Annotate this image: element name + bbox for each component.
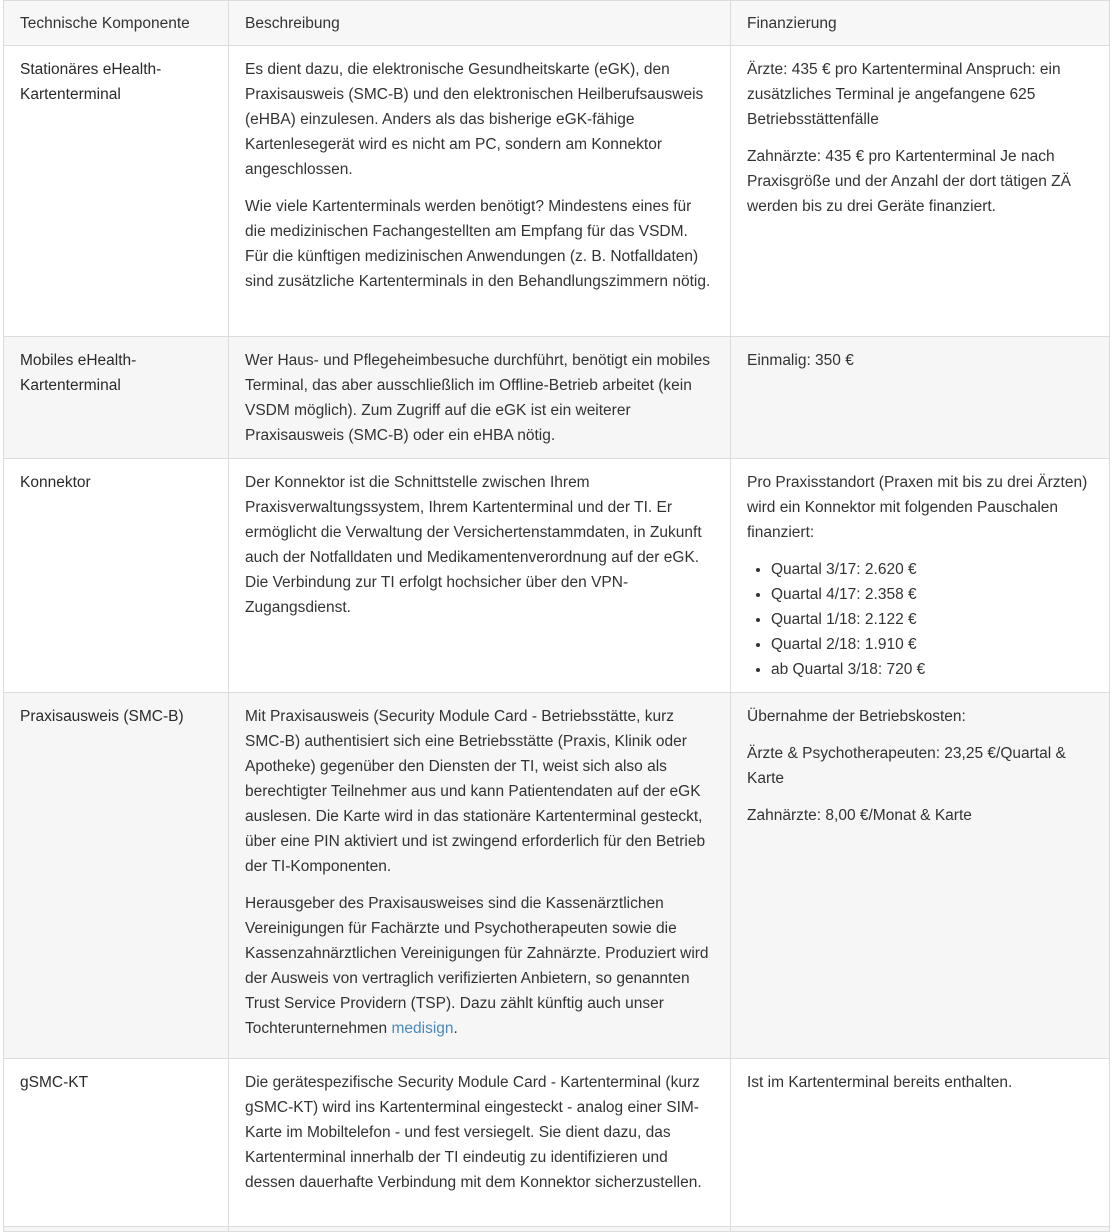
financing-paragraph: Ärzte & Psychotherapeuten: 23,25 €/Quartal & Karte — [747, 745, 1066, 787]
header-description: Beschreibung — [229, 1, 731, 46]
table-header — [4, 1, 1110, 46]
header-financing: Finanzierung — [731, 1, 1110, 46]
component-financing — [731, 459, 1110, 693]
component-description — [229, 337, 731, 459]
table-row — [4, 693, 1110, 1059]
table-row — [4, 46, 1110, 337]
description-paragraph: Es dient dazu, die elektronische Gesundheitskarte (eGK), den Praxisausweis (SMC-B) und den elektronischen Heilberufsausweis (eHBA) einzulesen. Anders als das bisherige eGK-fähige Kartenlesegerät wird es nicht am PC, sondern am Konnektor angeschlossen. — [245, 61, 704, 178]
description-text: Herausgeber des Praxisausweises sind die Kassenärztlichen Vereinigungen für Fachärzte und Psychotherapeuten sowie die Kassenzahnärztlichen Vereinigungen für Zahnärzte. Produziert wird der Ausweis von vertraglich verifizierten Anbietern, so genannten Trust Service Providern (TSP). Dazu zählt künftig auch unser Tochterunternehmen — [245, 895, 709, 1037]
component-name — [4, 46, 229, 337]
component-name-text: gSMC-KT — [20, 1074, 89, 1091]
financing-paragraph: Zahnärzte: 8,00 €/Monat & Karte — [747, 807, 972, 824]
components-table — [3, 0, 1110, 1232]
financing-paragraph: Einmalig: 350 € — [747, 352, 854, 369]
list-item: • Quartal 4/17: 2.358 € — [771, 582, 1093, 607]
partial-cell — [229, 1227, 731, 1232]
table-body — [4, 46, 1110, 1232]
header-row — [4, 1, 1110, 46]
component-name — [4, 1059, 229, 1227]
component-name-text: Mobiles eHealth-Kartenterminal — [20, 352, 137, 394]
financing-paragraph: Pro Praxisstandort (Praxen mit bis zu drei Ärzten) wird ein Konnektor mit folgenden Pauschalen finanziert: — [747, 474, 1088, 541]
component-name-text: Praxisausweis (SMC-B) — [20, 708, 184, 725]
list-item: • Quartal 3/17: 2.620 € — [771, 557, 1093, 582]
table-row — [4, 459, 1110, 693]
components-table-wrapper — [3, 0, 1109, 1232]
component-description — [229, 693, 731, 1059]
description-paragraph: Der Konnektor ist die Schnittstelle zwischen Ihrem Praxisverwaltungssystem, Ihrem Kartenterminal und der TI. Er ermöglicht die Verwaltung der Versichertenstammdaten, in Zukunft auch der Notfalldaten und Medikamentenverordnung auf der eGK. Die Verbindung zur TI erfolgt hochsicher über den VPN-Zugangsdienst. — [245, 474, 702, 616]
list-item: • ab Quartal 3/18: 720 € — [771, 657, 1093, 682]
partial-cell — [4, 1227, 229, 1232]
component-name-text: Konnektor — [20, 474, 91, 491]
component-financing — [731, 1059, 1110, 1227]
component-name-text: Stationäres eHealth-Kartenterminal — [20, 61, 162, 103]
component-name — [4, 459, 229, 693]
component-description — [229, 1059, 731, 1227]
description-paragraph: Mit Praxisausweis (Security Module Card - Betriebsstätte, kurz SMC-B) authentisiert sich eine Betriebsstätte (Praxis, Klinik oder Apotheke) gegenüber den Diensten der TI, weist sich also als berechtigter Teilnehmer aus und kann Patientendaten auf der eGK auslesen. Die Karte wird in das stationäre Kartenterminal gesteckt, über eine PIN aktiviert und ist zwingend erforderlich für den Betrieb der TI-Komponenten. — [245, 708, 706, 875]
description-paragraph: Wie viele Kartenterminals werden benötigt? Mindestens eines für die medizinischen Fachangestellten am Empfang für das VSDM. Für die künftigen medizinischen Anwendungen (z. B. Notfalldaten) sind zusätzliche Kartenterminals in den Behandlungszimmern nötig. — [245, 198, 711, 290]
financing-paragraph: Ist im Kartenterminal bereits enthalten. — [747, 1074, 1013, 1091]
header-component: Technische Komponente — [4, 1, 229, 46]
component-name — [4, 337, 229, 459]
table-row-partial — [4, 1227, 1110, 1232]
financing-list — [747, 557, 1093, 682]
description-paragraph — [245, 891, 714, 1041]
component-financing — [731, 46, 1110, 337]
description-paragraph: Wer Haus- und Pflegeheimbesuche durchführt, benötigt ein mobiles Terminal, das aber ausschließlich im Offline-Betrieb arbeitet (kein VSDM möglich). Zum Zugriff auf die eGK ist ein weiterer Praxisausweis (SMC-B) oder ein eHBA nötig. — [245, 352, 710, 444]
financing-paragraph: Übernahme der Betriebskosten: — [747, 708, 966, 725]
list-item: • Quartal 2/18: 1.910 € — [771, 632, 1093, 657]
financing-paragraph: Zahnärzte: 435 € pro Kartenterminal Je nach Praxisgröße und der Anzahl der dort tätigen ZÄ werden bis zu drei Geräte finanziert. — [747, 148, 1071, 215]
table-row — [4, 337, 1110, 459]
partial-cell — [731, 1227, 1110, 1232]
component-financing — [731, 337, 1110, 459]
description-paragraph: Die gerätespezifische Security Module Card - Kartenterminal (kurz gSMC-KT) wird ins Kartenterminal eingesteckt - analog einer SIM-Karte im Mobiltelefon - und fest versiegelt. Sie dient dazu, das Kartenterminal innerhalb der TI eindeutig zu identifizieren und dessen dauerhafte Verbindung mit dem Konnektor sicherzustellen. — [245, 1074, 702, 1191]
component-financing — [731, 693, 1110, 1059]
list-item: • Quartal 1/18: 2.122 € — [771, 607, 1093, 632]
component-description — [229, 46, 731, 337]
medisign-link[interactable]: medisign — [391, 1020, 454, 1037]
component-name — [4, 693, 229, 1059]
component-description — [229, 459, 731, 693]
description-text-end: . — [453, 1020, 458, 1037]
financing-paragraph: Ärzte: 435 € pro Kartenterminal Anspruch: ein zusätzliches Terminal je angefangene 625 Betriebsstättenfälle — [747, 61, 1061, 128]
table-row — [4, 1059, 1110, 1227]
